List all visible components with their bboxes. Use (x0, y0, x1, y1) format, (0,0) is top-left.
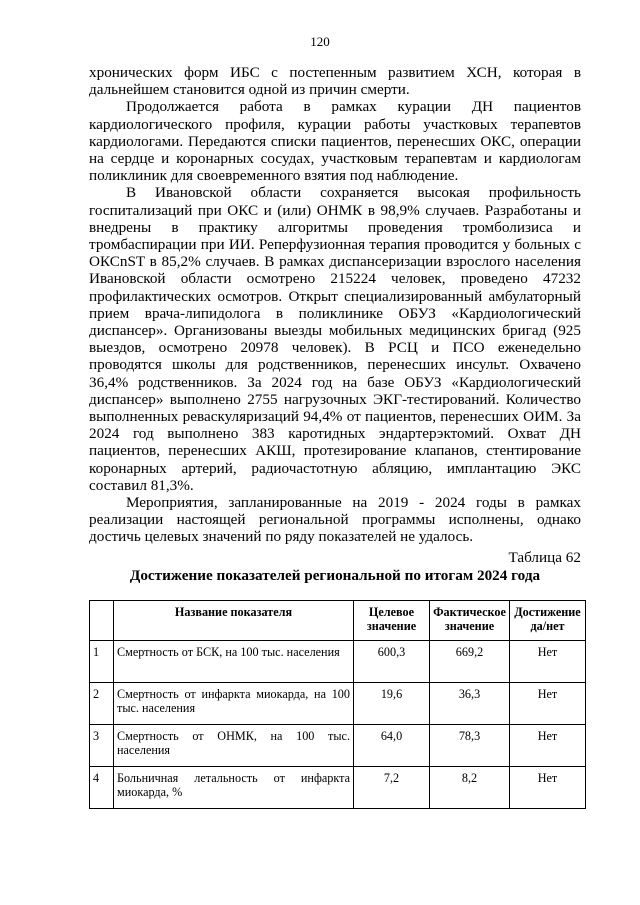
indicator-name: Смертность от инфаркта миокарда, на 100 тыс. населения (114, 683, 354, 725)
paragraph-1: хронических форм ИБС с постепенным развитием ХСН, которая в дальнейшем становится одной из причин смерти. (89, 64, 581, 99)
page-number: 120 (310, 34, 330, 49)
paragraph-4: Мероприятия, запланированные на 2019 - 2024 годы в рамках реализации настоящей региональной программы исполнены, однако достичь целевых значений по ряду показателей не удалось. (89, 494, 581, 546)
header-actual-value: Фактическое значение (430, 601, 510, 641)
actual-value: 36,3 (430, 683, 510, 725)
header-target-value: Целевое значение (354, 601, 430, 641)
row-number: 4 (90, 767, 114, 809)
header-achieved: Достижение да/нет (510, 601, 586, 641)
paragraph-2: Продолжается работа в рамках курации ДН пациентов кардиологического профиля, курации работы участковых терапевтов кардиологами. Передаются списки пациентов, перенесших ОКС, операции на сердце и коронарных сосудах, участковым терапевтам и кардиологам поликлиник для своевременного взятия под наблюдение. (89, 98, 581, 185)
actual-value: 669,2 (430, 641, 510, 683)
achieved-value: Нет (510, 641, 586, 683)
row-number: 2 (90, 683, 114, 725)
table-row (90, 767, 586, 809)
table-title: Достижение показателей региональной по итогам 2024 года (129, 567, 541, 584)
header-number (90, 601, 114, 641)
table-header-row (90, 601, 586, 641)
indicator-name: Смертность от БСК, на 100 тыс. населения (114, 641, 354, 683)
table-row (90, 725, 586, 767)
row-number: 1 (90, 641, 114, 683)
target-value: 7,2 (354, 767, 430, 809)
target-value: 19,6 (354, 683, 430, 725)
actual-value: 78,3 (430, 725, 510, 767)
indicators-table (89, 600, 586, 809)
row-number: 3 (90, 725, 114, 767)
indicator-name: Смертность от ОНМК, на 100 тыс. населения (114, 725, 354, 767)
header-indicator-name: Название показателя (114, 601, 354, 641)
achieved-value: Нет (510, 683, 586, 725)
table-label: Таблица 62 (508, 549, 581, 566)
paragraph-3: В Ивановской области сохраняется высокая профильность госпитализаций при ОКС и (или) ОНМК в 98,9% случаев. Разработаны и внедрены в практику алгоритмы проведения тромболизиса и тромбаспирации при ИИ. Реперфузионная терапия проводится у больных с ОКСnST в 85,2% случаев. В рамках диспансеризации взрослого населения Ивановской области осмотрено 215224 человек, проведено 47232 профилактических осмотров. Открыт специализированный амбулаторный прием врача-липидолога в поликлинике ОБУЗ «Кардиологический диспансер». Организованы выезды мобильных медицинских бригад (925 выездов, осмотрено 20978 человек). В РСЦ и ПСО еженедельно проводятся школы для родственников, перенесших инсульт. Охвачено 36,4% родственников. За 2024 год на базе ОБУЗ «Кардиологический диспансер» выполнено 2755 нагрузочных ЭКГ-тестирований. Количество выполненных реваскуляризаций 94,4% от пациентов, перенесших ОИМ. За 2024 год выполнено 383 каротидных эндартерэктомий. Охват ДН пациентов, перенесших АКШ, протезирование клапанов, стентирование коронарных артерий, радиочастотную абляцию, имплантацию ЭКС составил 81,3%. (89, 184, 581, 494)
body-text (89, 64, 581, 546)
table-row (90, 641, 586, 683)
table-row (90, 683, 586, 725)
target-value: 600,3 (354, 641, 430, 683)
achieved-value: Нет (510, 725, 586, 767)
actual-value: 8,2 (430, 767, 510, 809)
achieved-value: Нет (510, 767, 586, 809)
target-value: 64,0 (354, 725, 430, 767)
indicator-name: Больничная летальность от инфаркта миокарда, % (114, 767, 354, 809)
